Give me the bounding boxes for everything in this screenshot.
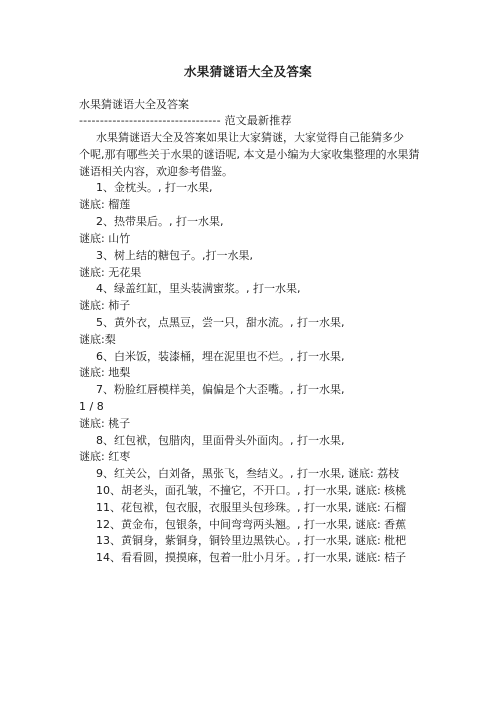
answer-line: 谜底:梨 bbox=[79, 333, 116, 346]
answer-line: 谜底: 山竹 bbox=[79, 232, 131, 245]
riddle-line: 5、黄外衣，点黑豆，尝一只，甜水流。, 打一水果, bbox=[96, 316, 345, 329]
answer-line: 谜底: 红枣 bbox=[79, 450, 131, 463]
intro-line: 谜语相关内容，欢迎参考借鉴。 bbox=[79, 165, 233, 178]
riddle-line: 8、红包袱，包腊肉，里面骨头外面肉。, 打一水果, bbox=[96, 434, 345, 447]
riddle-line: 4、绿盖红缸，里头装满蜜浆。, 打一水果, bbox=[96, 282, 301, 295]
riddle-line: 13、黄铜身，紫铜身，铜铃里边黑铁心。, 打一水果, 谜底: 枇杷 bbox=[96, 534, 407, 547]
intro-line: 水果猜谜语大全及答案如果让大家猜谜，大家觉得自己能猜多少 bbox=[96, 131, 404, 144]
riddle-line: 7、粉脸红唇模样美，偏偏是个大歪嘴。, 打一水果, bbox=[96, 383, 345, 396]
document-title: 水果猜谜语大全及答案 bbox=[183, 64, 312, 79]
page-number: 1 / 8 bbox=[79, 400, 104, 413]
answer-line: 谜底: 桃子 bbox=[79, 417, 131, 430]
riddle-line: 9、红关公，白刘备，黑张飞，叁结义。, 打一水果, 谜底: 荔枝 bbox=[96, 467, 400, 480]
riddle-line: 14、看看圆，摸摸麻，包着一肚小月牙。, 打一水果, 谜底: 桔子 bbox=[96, 551, 407, 564]
intro-line: 个呢,那有哪些关于水果的谜语呢, 本文是小编为大家收集整理的水果猜 bbox=[79, 148, 420, 161]
riddle-line: 12、黄金布，包银条，中间弯弯两头翘。, 打一水果, 谜底: 香蕉 bbox=[96, 518, 407, 531]
answer-line: 谜底: 无花果 bbox=[79, 266, 142, 279]
riddle-line: 10、胡老头，面孔皱，不撞它，不开口。, 打一水果, 谜底: 核桃 bbox=[96, 484, 407, 497]
divider-recommend: ---------------------------------- 范文最新推荐 bbox=[79, 114, 292, 127]
answer-line: 谜底: 榴莲 bbox=[79, 198, 131, 211]
riddle-line: 2、热带果后。, 打一水果, bbox=[96, 215, 224, 228]
riddle-line: 1、金枕头。, 打一水果, bbox=[96, 181, 213, 194]
riddle-line: 6、白米饭，装漆桶，埋在泥里也不烂。, 打一水果, bbox=[96, 350, 345, 363]
answer-line: 谜底: 柿子 bbox=[79, 299, 131, 312]
answer-line: 谜底: 地梨 bbox=[79, 366, 131, 379]
riddle-line: 11、花包袱，包衣服，衣服里头包珍珠。, 打一水果, 谜底: 石榴 bbox=[96, 501, 407, 514]
subtitle: 水果猜谜语大全及答案 bbox=[79, 98, 189, 111]
riddle-line: 3、树上结的糖包子。,打一水果, bbox=[96, 249, 253, 262]
